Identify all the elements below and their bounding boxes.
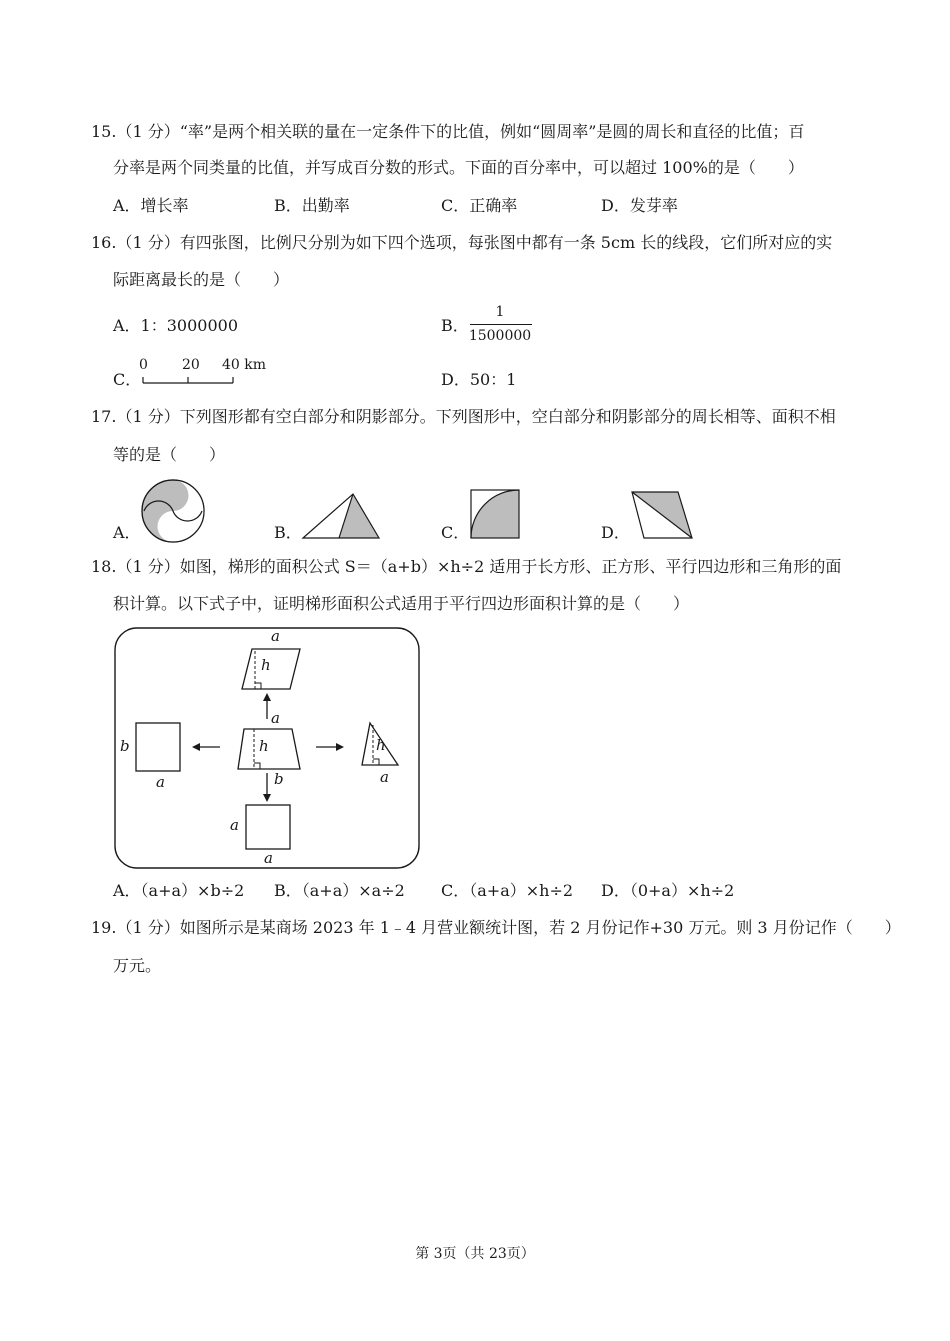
scale-tick-40: 40 km (222, 357, 267, 373)
quarter-circle-figure (469, 488, 523, 542)
q16-option-c-label[interactable]: C． (113, 370, 142, 389)
page-number-footer: 第 3页（共 23页） (415, 1246, 535, 1262)
q18-line2: 积计算。以下式子中，证明梯形面积公式适用于平行四边形面积计算的是（ ） (113, 594, 690, 613)
q16-fraction-denominator: 1500000 (468, 328, 532, 344)
q17-line1: 17.（1 分）下列图形都有空白部分和阴影部分。下列图形中，空白部分和阴影部分的周长相等、面积不相 (91, 407, 836, 426)
diagram-label-mid-b: b (274, 770, 284, 788)
q18-option-b[interactable]: B．（a+a）×a÷2 (274, 881, 405, 900)
triangle-figure (301, 492, 381, 540)
diagram-label-tri-a: a (380, 768, 389, 786)
q18-option-d[interactable]: D．（0+a）×h÷2 (601, 881, 735, 900)
scale-bar (140, 372, 240, 386)
q17-option-a[interactable]: A． (113, 523, 141, 542)
q15-option-d[interactable]: D．发芽率 (601, 196, 678, 215)
q17-option-c[interactable]: C． (441, 523, 470, 542)
q18-option-c[interactable]: C．（a+a）×h÷2 (441, 881, 574, 900)
q16-option-d[interactable]: D．50：1 (441, 370, 517, 389)
q15-option-c[interactable]: C．正确率 (441, 196, 518, 215)
q16-line2: 际距离最长的是（ ） (113, 270, 290, 289)
diagram-label-rect-b: b (120, 737, 130, 755)
q19-line2: 万元。 (113, 956, 162, 975)
scale-tick-20: 20 (182, 357, 200, 373)
q16-fraction-bar (470, 324, 532, 325)
q19-line1: 19.（1 分）如图所示是某商场 2023 年 1﹣4 月营业额统计图，若 2 月份记作+30 万元。则 3 月份记作（ ） (91, 918, 901, 937)
q17-option-b[interactable]: B． (274, 523, 302, 542)
scale-tick-0: 0 (139, 357, 148, 373)
q16-fraction-numerator: 1 (495, 304, 505, 320)
diagram-label-square-a-bottom: a (264, 849, 273, 867)
q15-line1: 15.（1 分）“率”是两个相关联的量在一定条件下的比值，例如“圆周率”是圆的周长和直径的比值；百 (91, 122, 805, 141)
diagram-label-square-a-left: a (230, 816, 239, 834)
q18-line1: 18.（1 分）如图，梯形的面积公式 S＝（a+b）×h÷2 适用于长方形、正方形、平行四边形和三角形的面 (91, 557, 842, 576)
q16-option-a[interactable]: A．1：3000000 (113, 316, 238, 335)
diagram-label-top-h: h (261, 656, 271, 674)
q15-option-a[interactable]: A．增长率 (113, 196, 189, 215)
diagram-label-rect-a: a (156, 773, 165, 791)
trapezoid-figure (628, 490, 698, 542)
diagram-label-tri-h: h (376, 736, 386, 754)
diagram-label-mid-a: a (271, 709, 280, 727)
diagram-label-top-a: a (271, 627, 280, 645)
yin-yang-figure (140, 478, 206, 544)
q15-line2: 分率是两个同类量的比值，并写成百分数的形式。下面的百分率中，可以超过 100%的是（ ） (113, 158, 804, 177)
q17-line2: 等的是（ ） (113, 445, 226, 464)
q15-option-b[interactable]: B．出勤率 (274, 196, 350, 215)
q17-option-d[interactable]: D． (601, 523, 630, 542)
diagram-label-mid-h: h (259, 737, 269, 755)
q16-line1: 16.（1 分）有四张图，比例尺分别为如下四个选项，每张图中都有一条 5cm 长的线段，它们所对应的实 (91, 233, 833, 252)
q18-option-a[interactable]: A．（a+a）×b÷2 (113, 881, 245, 900)
q16-option-b-label[interactable]: B． (441, 316, 469, 335)
